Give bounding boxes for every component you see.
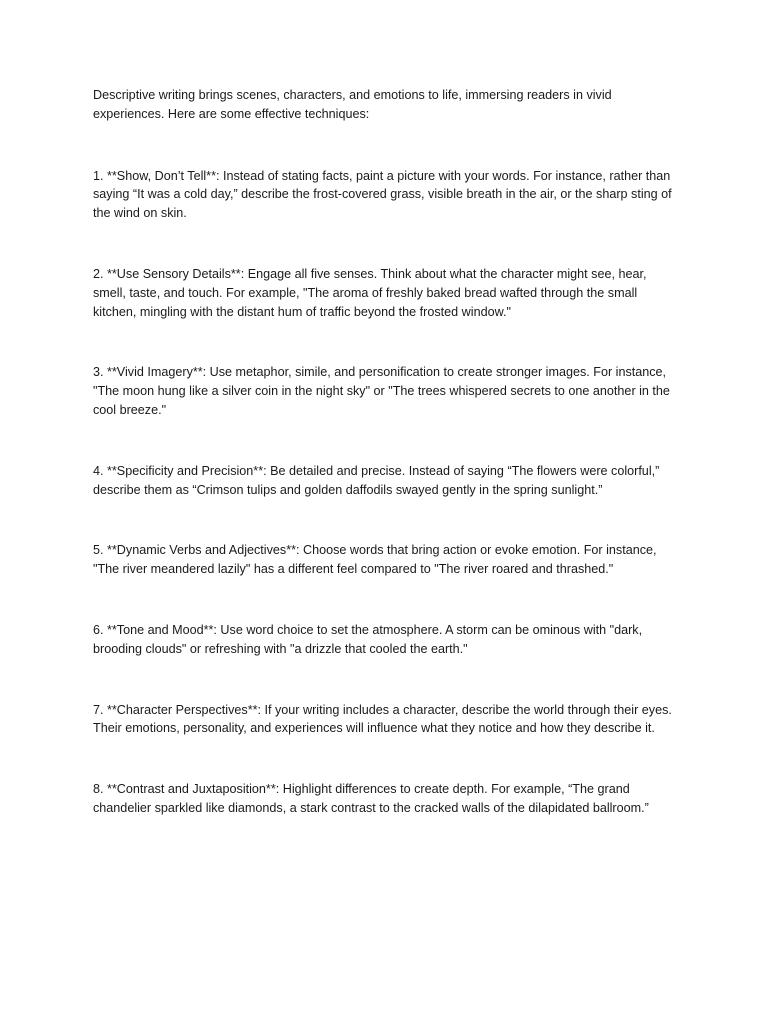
technique-paragraph-6: 6. **Tone and Mood**: Use word choice to set the atmosphere. A storm can be ominous with "dark, brooding clouds" or refreshing with "a drizzle that cooled the earth." bbox=[93, 622, 643, 656]
technique-paragraph-4: 4. **Specificity and Precision**: Be detailed and precise. Instead of saying “The flowers were colorful,” describe them as “Crimson tulips and golden daffodils swayed gently in the spring sunlight.” bbox=[93, 463, 660, 497]
intro-paragraph: Descriptive writing brings scenes, characters, and emotions to life, immersing readers in vivid experiences. Here are some effective techniques: bbox=[93, 88, 612, 121]
technique-paragraph-5: 5. **Dynamic Verbs and Adjectives**: Choose words that bring action or evoke emotion. For instance, "The river meandered lazily" has a different feel compared to "The river roared and thrashed." bbox=[93, 543, 657, 577]
technique-paragraph-8: 8. **Contrast and Juxtaposition**: Highlight differences to create depth. For example, “The grand chandelier sparkled like diamonds, a stark contrast to the cracked walls of the dilapidated ballroom.” bbox=[93, 782, 649, 815]
technique-paragraph-7: 7. **Character Perspectives**: If your writing includes a character, describe the world through their eyes. Their emotions, personality, and experiences will influence what they notice and how they describe it. bbox=[93, 702, 672, 736]
document-body bbox=[93, 86, 679, 818]
technique-paragraph-2: 2. **Use Sensory Details**: Engage all five senses. Think about what the character might see, hear, smell, taste, and touch. For example, "The aroma of freshly baked bread wafted through the small kitchen, mingling with the distant hum of traffic beyond the frosted window." bbox=[93, 266, 647, 319]
technique-paragraph-1: 1. **Show, Don’t Tell**: Instead of stating facts, paint a picture with your words. For instance, rather than saying “It was a cold day,” describe the frost-covered grass, visible breath in the air, or the sharp sting of the wind on skin. bbox=[93, 168, 672, 221]
technique-paragraph-3: 3. **Vivid Imagery**: Use metaphor, simile, and personification to create stronger images. For instance, "The moon hung like a silver coin in the night sky" or "The trees whispered secrets to one another in the cool breeze." bbox=[93, 365, 670, 417]
